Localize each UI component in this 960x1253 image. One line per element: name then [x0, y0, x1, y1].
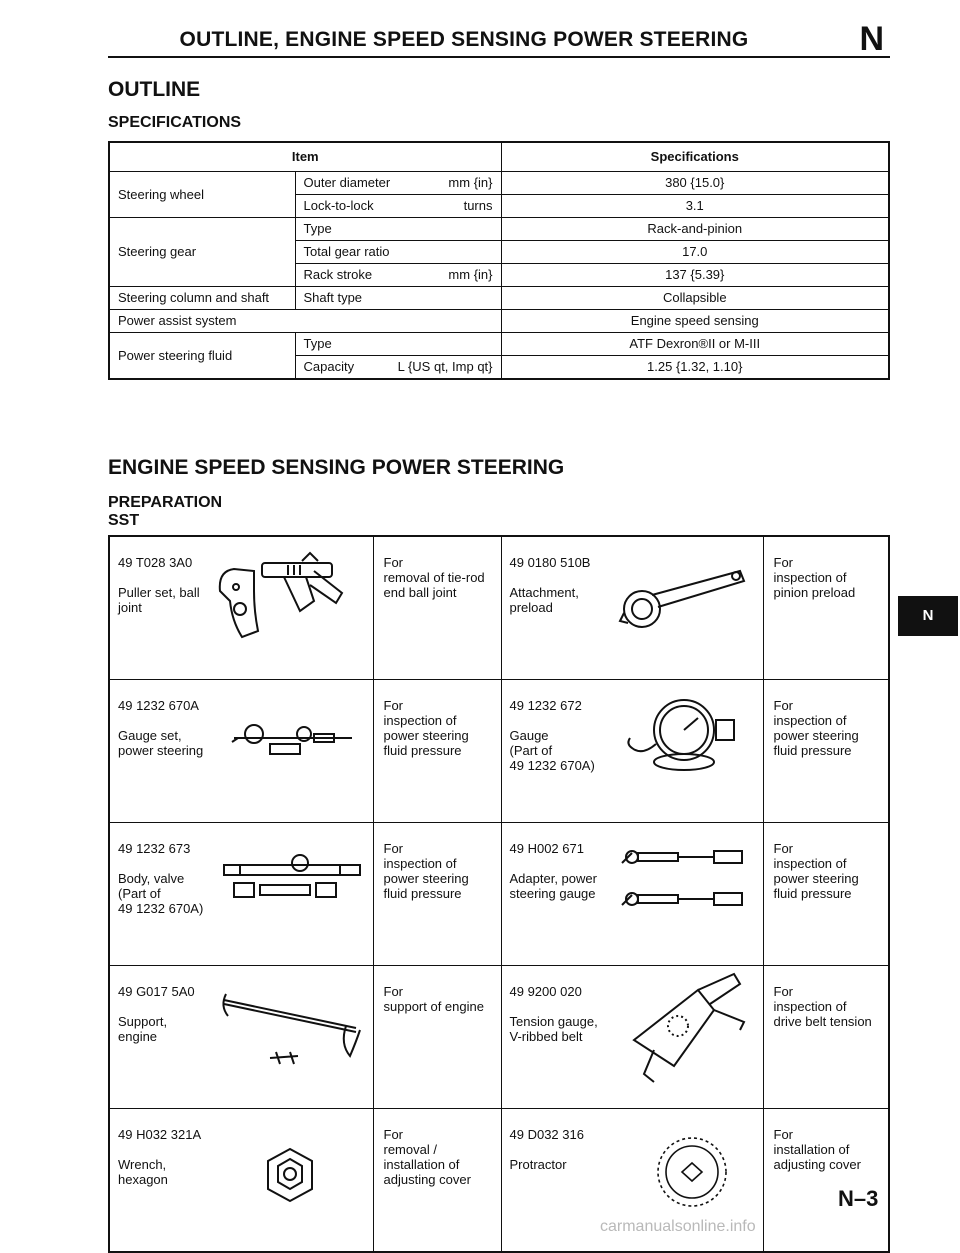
tool-name-line: Gauge set, — [118, 728, 182, 743]
tool-name-line: engine — [118, 1029, 158, 1044]
tool-use-line: power steering — [383, 728, 469, 743]
tool-name-line: Protractor — [509, 1157, 567, 1172]
tool-use-line: adjusting cover — [383, 1172, 471, 1187]
item-label: Total gear ratio — [303, 244, 390, 259]
tool-name-line: Support, — [118, 1014, 168, 1029]
tool-use-line: inspection of — [773, 713, 847, 728]
tool-name-line: steering gauge — [509, 886, 596, 901]
gauge-set-icon — [230, 720, 360, 760]
item-label: Rack stroke — [303, 267, 373, 282]
tool-use — [373, 1109, 501, 1253]
tool-use-line: For — [773, 555, 793, 570]
tool-name-line: Wrench, — [118, 1157, 167, 1172]
table-row — [109, 310, 889, 333]
tool-part-number: 49 1232 670A — [118, 698, 199, 713]
table-row — [109, 333, 889, 356]
page-title: OUTLINE, ENGINE SPEED SENSING POWER STEERING — [179, 28, 749, 51]
item-label: Shaft type — [303, 290, 363, 305]
table-row — [109, 966, 889, 1109]
sst-heading: SST — [108, 512, 140, 529]
item-label: Lock-to-lock — [303, 198, 374, 213]
tool-part-number: 49 0180 510B — [509, 555, 591, 570]
tool-use-line: support of engine — [383, 999, 484, 1014]
tool-use-line: power steering — [383, 871, 469, 886]
tool-use-line: inspection of — [383, 856, 457, 871]
tool-cell — [109, 823, 373, 966]
tool-use-line: For — [773, 984, 793, 999]
item-label: Type — [303, 221, 332, 236]
tool-use — [763, 1109, 889, 1253]
tool-part-number: 49 G017 5A0 — [118, 984, 195, 999]
tool-name — [118, 728, 203, 758]
page-number: N–3 — [838, 1186, 879, 1211]
tool-name-line: Adapter, power — [509, 871, 597, 886]
tool-cell — [501, 536, 763, 680]
row-item — [295, 264, 501, 287]
tool-use — [763, 966, 889, 1109]
tool-name-line: Tension gauge, — [509, 1014, 598, 1029]
tool-use-line: For — [383, 555, 403, 570]
item-label: Outer diameter — [303, 175, 391, 190]
row-value: 17.0 — [501, 241, 889, 264]
tool-use-line: power steering — [773, 728, 859, 743]
tool-use-line: adjusting cover — [773, 1157, 861, 1172]
row-group: Power assist system — [109, 310, 501, 333]
table-row — [109, 680, 889, 823]
row-item — [295, 218, 501, 241]
hex-wrench-icon — [260, 1145, 320, 1205]
tool-name-line: Attachment, — [509, 585, 579, 600]
tool-name-line: Gauge — [509, 728, 549, 743]
outline-heading: OUTLINE — [108, 78, 201, 101]
tool-use — [763, 823, 889, 966]
row-value: ATF Dexron®II or M-III — [501, 333, 889, 356]
tool-name — [510, 1014, 598, 1044]
tool-use-line: For — [383, 841, 403, 856]
tool-use-line: inspection of — [773, 570, 847, 585]
tool-use-line: fluid pressure — [773, 743, 852, 758]
tool-use-line: pinion preload — [773, 585, 856, 600]
table-header-row — [109, 142, 889, 172]
item-unit: mm {in} — [448, 175, 493, 190]
tool-name-line: (Part of — [509, 743, 553, 758]
engine-speed-heading: ENGINE SPEED SENSING POWER STEERING — [108, 456, 565, 479]
table-row — [109, 172, 889, 195]
row-group: Steering column and shaft — [109, 287, 295, 310]
tool-part-number: 49 1232 673 — [118, 841, 191, 856]
tool-use — [373, 536, 501, 680]
row-item — [295, 287, 501, 310]
tool-use-line: installation of — [383, 1157, 460, 1172]
row-item — [295, 333, 501, 356]
tool-use-line: power steering — [773, 871, 859, 886]
tool-use-line: inspection of — [383, 713, 457, 728]
pressure-gauge-icon — [622, 696, 747, 776]
row-item — [295, 356, 501, 380]
preparation-heading: PREPARATION — [108, 494, 223, 511]
tool-name — [118, 1014, 167, 1044]
protractor-icon — [642, 1133, 742, 1211]
page-header — [108, 22, 890, 58]
item-unit: turns — [463, 198, 493, 213]
tool-name-line: V-ribbed belt — [509, 1029, 583, 1044]
section-tab: N — [898, 596, 958, 636]
tool-cell — [501, 823, 763, 966]
tool-use — [373, 966, 501, 1109]
ball-joint-puller-icon — [214, 551, 364, 643]
item-unit: L {US qt, Imp qt} — [397, 359, 493, 374]
tool-use-line: drive belt tension — [773, 1014, 872, 1029]
engine-support-icon — [210, 986, 366, 1076]
tool-cell — [109, 536, 373, 680]
section-letter: N — [859, 20, 884, 58]
tool-cell — [501, 966, 763, 1109]
row-value: Engine speed sensing — [501, 310, 889, 333]
tool-use-line: inspection of — [773, 856, 847, 871]
tool-name — [118, 871, 203, 916]
row-group: Steering wheel — [109, 172, 295, 218]
tool-part-number: 49 9200 020 — [509, 984, 582, 999]
tool-name-line: Body, valve — [118, 871, 185, 886]
tool-name — [510, 585, 579, 615]
tool-name-line: joint — [118, 600, 142, 615]
tool-use-line: For — [773, 1127, 793, 1142]
tool-cell — [109, 966, 373, 1109]
tool-name-line: hexagon — [118, 1172, 168, 1187]
table-row — [109, 823, 889, 966]
tool-name-line: 49 1232 670A) — [118, 901, 204, 916]
tool-name — [118, 585, 200, 615]
table-row — [109, 218, 889, 241]
row-item — [295, 195, 501, 218]
row-value: 3.1 — [501, 195, 889, 218]
tool-name-line: 49 1232 670A) — [509, 758, 595, 773]
tool-name — [118, 1157, 168, 1187]
tool-name-line: (Part of — [118, 886, 161, 901]
gauge-adapter-icon — [614, 835, 754, 921]
tension-gauge-icon — [614, 970, 754, 1086]
watermark: carmanualsonline.info — [600, 1218, 756, 1235]
tool-use-line: inspection of — [773, 999, 847, 1014]
row-item — [295, 241, 501, 264]
tool-use-line: fluid pressure — [773, 886, 852, 901]
tool-use — [373, 823, 501, 966]
tool-use-line: fluid pressure — [383, 743, 462, 758]
tool-use — [763, 536, 889, 680]
tool-name-line: preload — [509, 600, 553, 615]
table-row — [109, 536, 889, 680]
tool-part-number: 49 D032 316 — [509, 1127, 584, 1142]
row-group: Power steering fluid — [109, 333, 295, 380]
tool-name — [510, 728, 595, 773]
item-label: Type — [303, 336, 332, 351]
tool-name — [510, 871, 597, 901]
tool-use-line: For — [383, 698, 403, 713]
tool-name-line: Puller set, ball — [118, 585, 200, 600]
tool-name-line: power steering — [118, 743, 204, 758]
tool-use-line: removal / — [383, 1142, 437, 1157]
tool-use-line: For — [383, 984, 403, 999]
tool-use-line: For — [383, 1127, 403, 1142]
sst-table — [108, 535, 890, 1253]
tool-cell — [501, 680, 763, 823]
preload-attachment-icon — [612, 563, 752, 633]
row-item — [295, 172, 501, 195]
header-specifications: Specifications — [501, 142, 889, 172]
tool-use-line: installation of — [773, 1142, 850, 1157]
tool-use-line: For — [773, 698, 793, 713]
specifications-table — [108, 141, 890, 380]
specifications-heading: SPECIFICATIONS — [108, 114, 242, 131]
item-label: Capacity — [303, 359, 355, 374]
tool-part-number: 49 1232 672 — [509, 698, 582, 713]
row-value: 137 {5.39} — [501, 264, 889, 287]
tool-part-number: 49 T028 3A0 — [118, 555, 193, 570]
row-value: 1.25 {1.32, 1.10} — [501, 356, 889, 380]
tool-use-line: fluid pressure — [383, 886, 462, 901]
tool-use — [373, 680, 501, 823]
tool-cell — [109, 680, 373, 823]
row-value: Collapsible — [501, 287, 889, 310]
tool-part-number: 49 H002 671 — [509, 841, 584, 856]
tool-part-number: 49 H032 321A — [118, 1127, 202, 1142]
header-item: Item — [109, 142, 501, 172]
row-group: Steering gear — [109, 218, 295, 287]
table-row — [109, 287, 889, 310]
row-value: Rack-and-pinion — [501, 218, 889, 241]
tool-use — [763, 680, 889, 823]
valve-body-icon — [220, 853, 366, 909]
tool-use-line: removal of tie-rod — [383, 570, 485, 585]
item-unit: mm {in} — [448, 267, 493, 282]
tool-cell — [109, 1109, 373, 1253]
tool-name — [510, 1157, 567, 1172]
tool-use-line: end ball joint — [383, 585, 457, 600]
tool-use-line: For — [773, 841, 793, 856]
table-row — [109, 1109, 889, 1253]
row-value: 380 {15.0} — [501, 172, 889, 195]
